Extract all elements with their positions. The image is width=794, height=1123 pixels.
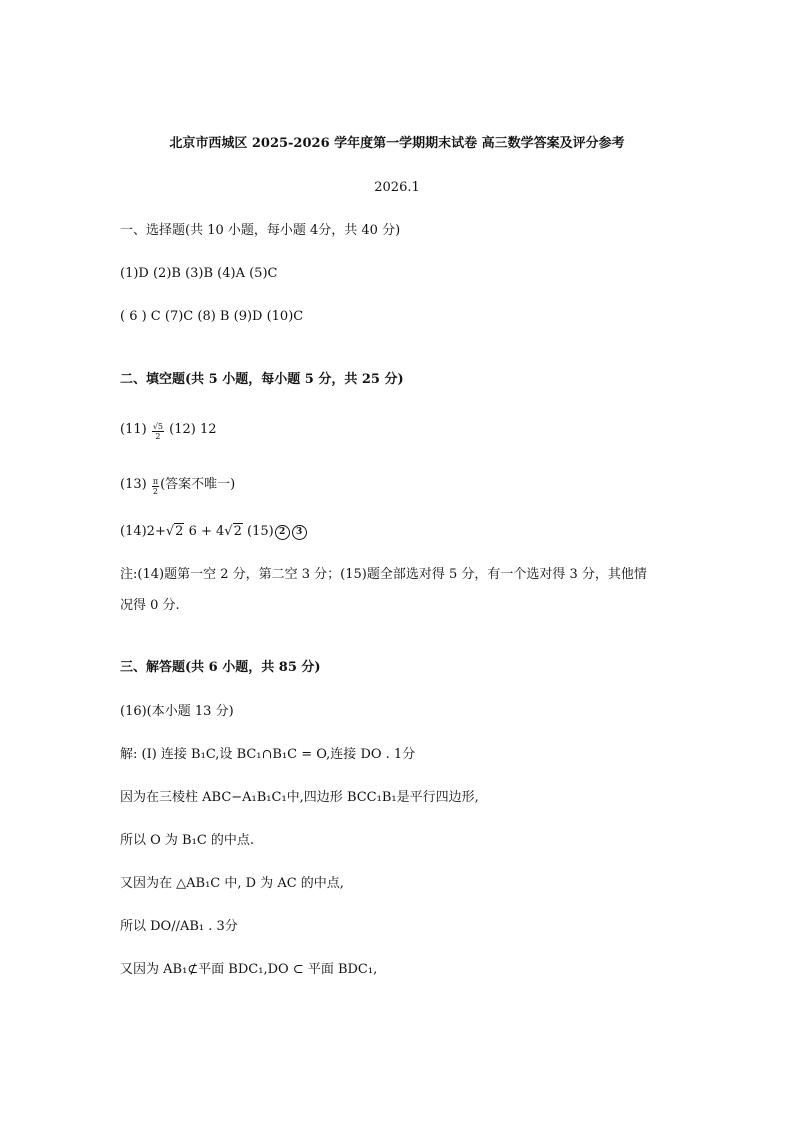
q12-answer: (12) 12 xyxy=(169,422,217,437)
q16-solution-line-1: 解: (I) 连接 B₁C,设 BC₁∩B₁C = O,连接 DO . 1分 xyxy=(120,747,416,762)
section2-heading: 二、填空题(共 5 小题，每小题 5 分，共 25 分) xyxy=(120,372,404,387)
answer-q13 xyxy=(120,476,235,496)
q11-denominator: 2 xyxy=(155,432,161,441)
q11-label: (11) xyxy=(120,422,147,437)
circled-number-2: 2 xyxy=(275,525,290,540)
section2-note-line1: 注:(14)题第一空 2 分，第二空 3 分；(15)题全部选对得 5 分，有一个选对得 3 分，其他情 xyxy=(120,567,647,582)
q16-solution-line-2: 因为在三棱柱 ABC−A₁B₁C₁中,四边形 BCC₁B₁是平行四边形, xyxy=(120,790,479,805)
q16-solution-line-6: 又因为 AB₁⊄平面 BDC₁,DO ⊂ 平面 BDC₁, xyxy=(120,962,378,977)
answer-q11-q12 xyxy=(120,421,217,441)
q14-radicand-2: 2 xyxy=(233,524,242,539)
section2-note-line2: 况得 0 分. xyxy=(120,598,180,613)
q16-solution-line-5: 所以 DO//AB₁ . 3分 xyxy=(120,919,238,934)
q13-denominator: 2 xyxy=(152,487,158,496)
sqrt-symbol-2: √2 xyxy=(224,524,242,539)
section1-answers-row1: (1)D (2)B (3)B (4)A (5)C xyxy=(120,266,278,281)
q14-label: (14)2+ xyxy=(120,524,166,539)
answer-q14-q15 xyxy=(120,523,308,541)
q14-middle: 6 + 4 xyxy=(184,524,225,539)
q11-numerator: √5 xyxy=(152,422,164,431)
document-date: 2026.1 xyxy=(374,180,420,195)
section1-heading: 一、选择题(共 10 小题，每小题 4分，共 40 分) xyxy=(120,223,401,238)
q14-radicand-1: 2 xyxy=(175,524,184,539)
sqrt-symbol-1: √2 xyxy=(165,524,184,539)
section1-answers-row2: ( 6 ) C (7)C (8) B (9)D (10)C xyxy=(120,309,304,324)
q13-label: (13) xyxy=(120,477,147,492)
q13-numerator: π xyxy=(152,477,159,486)
q13-note: (答案不唯一) xyxy=(160,477,236,492)
document-title: 北京市西城区 2025-2026 学年度第一学期期末试卷 高三数学答案及评分参考 xyxy=(169,136,625,151)
q16-title: (16)(本小题 13 分) xyxy=(120,704,234,719)
q11-fraction xyxy=(152,422,164,441)
circled-number-3: 3 xyxy=(292,525,307,540)
q15-label: (15) xyxy=(242,524,274,539)
q16-solution-line-3: 所以 O 为 B₁C 的中点. xyxy=(120,833,255,848)
q13-fraction xyxy=(152,477,159,496)
q16-solution-line-4: 又因为在 △AB₁C 中, D 为 AC 的中点, xyxy=(120,876,344,891)
section3-heading: 三、解答题(共 6 小题，共 85 分) xyxy=(120,660,321,675)
